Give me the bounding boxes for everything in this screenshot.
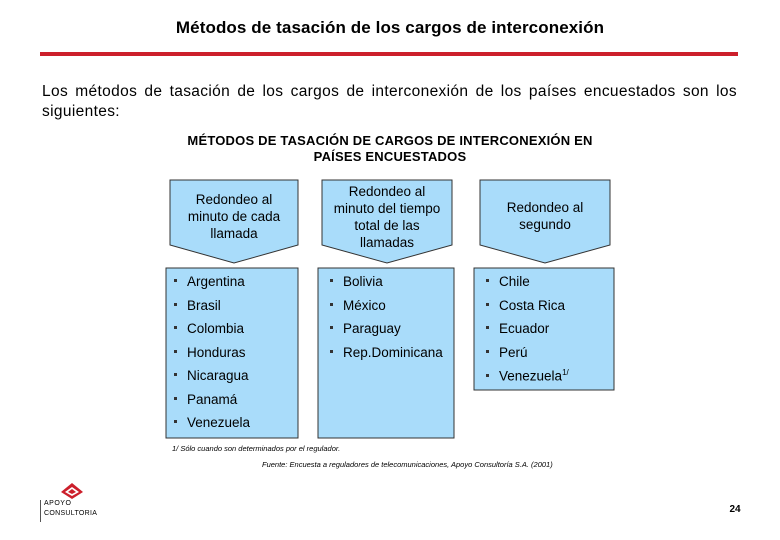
list-item <box>330 345 443 360</box>
bullet-icon <box>486 303 489 306</box>
bullet-icon <box>174 397 177 400</box>
list-item <box>330 274 383 289</box>
bullet-icon <box>486 374 489 377</box>
logo-divider <box>40 500 41 522</box>
list-item <box>174 274 245 289</box>
list-item <box>174 321 244 336</box>
country-name: Venezuela <box>499 368 563 384</box>
list-item <box>174 368 249 383</box>
country-name: Paraguay <box>343 321 401 336</box>
country-name: Brasil <box>187 298 221 313</box>
footnote: 1/ Sólo cuando son determinados por el regulador. <box>172 444 341 453</box>
column-1-header: Redondeo al minuto de cada llamada <box>187 191 281 241</box>
list-item <box>486 298 565 313</box>
country-name: Costa Rica <box>499 298 566 313</box>
bullet-icon <box>174 373 177 376</box>
list-item <box>486 368 569 384</box>
list-item <box>174 345 246 360</box>
bullet-icon <box>330 350 333 353</box>
country-name: Rep.Dominicana <box>343 345 443 360</box>
list-item <box>330 321 401 336</box>
country-name: Colombia <box>187 321 245 336</box>
diagram-title-line-2: PAÍSES ENCUESTADOS <box>313 149 467 164</box>
logo-text-consultoria: CONSULTORIA <box>44 510 98 517</box>
country-name: Panamá <box>187 392 238 407</box>
column-3-header: Redondeo al segundo <box>506 200 584 232</box>
diagram-title-line-1: MÉTODOS DE TASACIÓN DE CARGOS DE INTERCONEXIÓN EN <box>187 133 593 148</box>
page-title: Métodos de tasación de los cargos de interconexión <box>175 18 605 37</box>
bullet-icon <box>174 279 177 282</box>
source-note: Fuente: Encuesta a reguladores de telecomunicaciones, Apoyo Consultoría S.A. (2001) <box>262 460 553 469</box>
country-name: Perú <box>499 345 528 360</box>
country-name: Chile <box>499 274 530 289</box>
country-name: Ecuador <box>499 321 550 336</box>
column-2-header: Redondeo al minuto del tiempo total de las llamadas <box>333 184 441 250</box>
bullet-icon <box>174 420 177 423</box>
bullet-icon <box>330 303 333 306</box>
list-item <box>486 345 528 360</box>
list-item <box>174 392 237 407</box>
list-item <box>486 321 549 336</box>
bullet-icon <box>174 350 177 353</box>
list-item <box>174 298 221 313</box>
bullet-icon <box>174 303 177 306</box>
country-name: Venezuela <box>187 415 251 430</box>
country-name: México <box>343 298 386 313</box>
intro-paragraph: Los métodos de tasación de los cargos de interconexión de los países encuestados son los siguientes: <box>42 83 737 120</box>
country-name: Argentina <box>187 274 245 289</box>
page-number: 24 <box>729 504 741 515</box>
bullet-icon <box>486 326 489 329</box>
list-item <box>174 415 250 430</box>
country-name: Nicaragua <box>187 368 249 383</box>
bullet-icon <box>174 326 177 329</box>
list-item <box>486 274 530 289</box>
bullet-icon <box>330 326 333 329</box>
list-item <box>330 298 386 313</box>
bullet-icon <box>486 350 489 353</box>
bullet-icon <box>330 279 333 282</box>
country-name: Bolivia <box>343 274 383 289</box>
bullet-icon <box>486 279 489 282</box>
logo-text-apoyo: APOYO <box>44 500 72 507</box>
apoyo-logo-icon <box>60 482 84 500</box>
footnote-mark: 1/ <box>562 368 569 377</box>
country-name: Honduras <box>187 345 246 360</box>
